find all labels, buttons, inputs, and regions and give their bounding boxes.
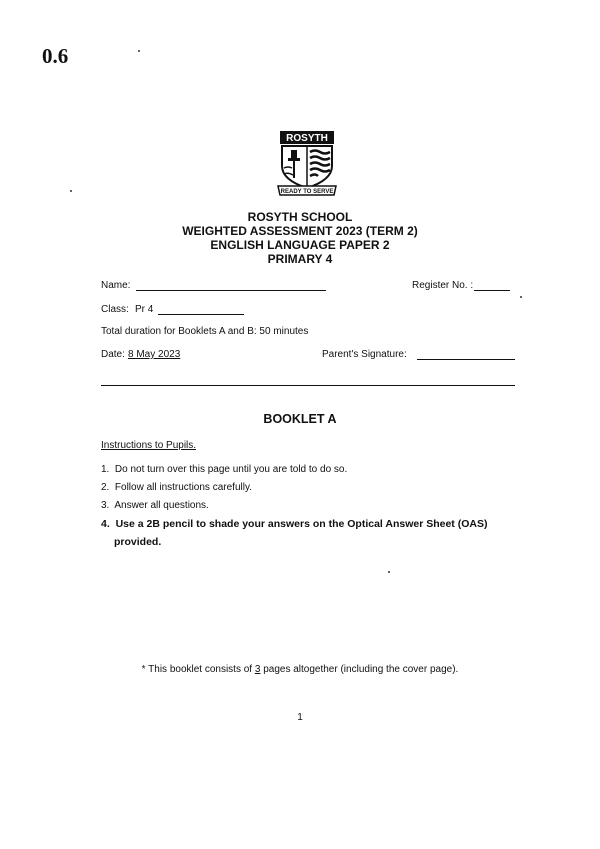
paper-title: ENGLISH LANGUAGE PAPER 2 [210, 238, 390, 252]
register-label: Register No. : [412, 280, 474, 291]
assessment-title: WEIGHTED ASSESSMENT 2023 (TERM 2) [182, 224, 418, 238]
class-value: Pr 4 [135, 304, 154, 315]
instruction-item: 2. Follow all instructions carefully. [101, 482, 252, 493]
corner-label: 0.6 [42, 44, 69, 68]
scan-speck [520, 296, 522, 298]
name-label: Name: [101, 280, 131, 291]
crest-motto: READY TO SERVE [280, 189, 334, 195]
booklet-title: BOOKLET A [263, 412, 337, 426]
note-prefix: * This booklet consists of [141, 664, 255, 675]
instruction-item: 4. Use a 2B pencil to shade your answers on the Optical Answer Sheet (OAS) [101, 518, 488, 530]
date-label: Date: [101, 349, 125, 360]
instruction-item: 1. Do not turn over this page until you are told to do so. [101, 464, 348, 475]
scan-speck [388, 571, 390, 573]
crest-label: ROSYTH [286, 133, 328, 144]
class-label: Class: [101, 304, 129, 315]
section-divider [101, 385, 515, 386]
instruction-item: 3. Answer all questions. [101, 500, 209, 511]
signature-field-line[interactable] [417, 359, 515, 360]
instruction-item-continued: provided. [114, 536, 162, 548]
page-count-note [0, 664, 600, 675]
scan-speck [70, 190, 72, 192]
duration-text: Total duration for Booklets A and B: 50 minutes [101, 326, 309, 337]
date-value: 8 May 2023 [128, 349, 181, 360]
page-count: 3 [254, 664, 261, 675]
page-number: 1 [297, 712, 303, 723]
scan-speck [138, 50, 140, 52]
register-field-line[interactable] [474, 290, 510, 291]
signature-label: Parent's Signature: [322, 349, 407, 360]
instructions-heading: Instructions to Pupils. [101, 440, 197, 451]
note-suffix: pages altogether (including the cover page). [260, 664, 459, 675]
class-field-line[interactable] [158, 314, 244, 315]
level-title: PRIMARY 4 [267, 252, 333, 266]
school-crest-logo [276, 130, 338, 196]
name-field-line[interactable] [136, 290, 326, 291]
school-name: ROSYTH SCHOOL [247, 210, 353, 224]
